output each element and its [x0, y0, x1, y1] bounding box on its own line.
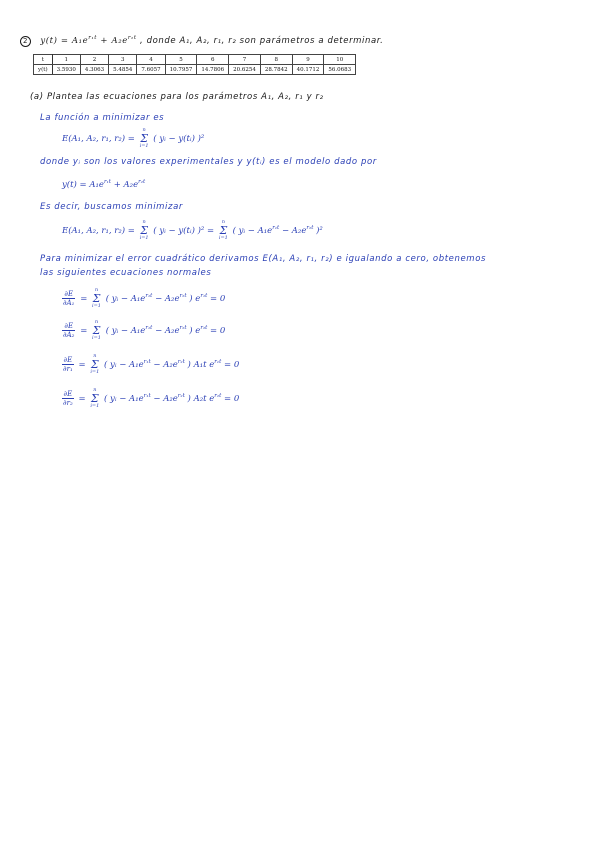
- partial-fraction: [62, 322, 75, 339]
- fraction-denominator: ∂r₂: [63, 399, 73, 407]
- table-cell: 14.7806: [197, 65, 229, 75]
- statement-text: , donde A₁, A₂, r₁, r₂ son parámetros a determinar.: [140, 36, 384, 46]
- fraction-numerator: ∂E: [62, 322, 75, 331]
- table-cell: 8: [260, 55, 292, 65]
- fraction-denominator: ∂r₁: [63, 365, 73, 373]
- problem-number: 2: [20, 36, 31, 47]
- table-cell: 10: [324, 55, 356, 65]
- equation-3: [62, 220, 323, 241]
- fraction-denominator: ∂A₂: [63, 331, 75, 339]
- table-header-t: t: [34, 55, 53, 65]
- fraction-denominator: ∂A₁: [63, 299, 75, 307]
- fraction-numerator: ∂E: [63, 356, 73, 364]
- eq1-lhs: E(A₁, A₂, r₁, r₂) =: [62, 134, 135, 144]
- problem-statement: [20, 35, 383, 47]
- sum-bottom: i=1: [92, 303, 101, 309]
- table-cell: 40.1712: [292, 65, 324, 75]
- partial-fraction: [62, 390, 74, 407]
- line-donde: donde yᵢ son los valores experimentales y y(tᵢ) es el modelo dado por: [40, 157, 377, 167]
- sum-bottom: i=1: [218, 235, 228, 241]
- data-table: [33, 54, 356, 75]
- sum-bottom: i=1: [139, 143, 149, 149]
- normal-equation-3: $\frac{\partial E}{\text{∂r₁}}$ = n Σ i=1 ( yᵢ − $A_1e^{r_1t} - A_2e^{r_2t}$ ) A₁t $e^{r_1t} = 0$: [63, 353, 240, 375]
- equation-1: [62, 128, 204, 149]
- table-cell: 6: [197, 55, 229, 65]
- sum-top: n: [94, 287, 99, 293]
- fraction-numerator: ∂E: [63, 390, 73, 398]
- line-ecuaciones-normales: las siguientes ecuaciones normales: [40, 268, 212, 278]
- table-cell: 28.7842: [260, 65, 292, 75]
- eq3-lhs: E(A₁, A₂, r₁, r₂) =: [62, 226, 135, 236]
- line-para-minimizar: Para minimizar el error cuadrático derivamos E(A₁, A₂, r₁, r₂) e igualando a cero, obtenemos: [40, 254, 487, 264]
- table-cell: 3.5930: [52, 65, 80, 75]
- sum-symbol: n Σ i=1: [90, 353, 100, 375]
- table-cell: 1: [52, 55, 80, 65]
- sum-symbol: n Σ i=1: [92, 287, 101, 309]
- sum-bottom: i=1: [139, 235, 149, 241]
- fraction-numerator: ∂E: [62, 290, 75, 299]
- part-a-heading: (a) Plantea las ecuaciones para los parámetros A₁, A₂, r₁ y r₂: [30, 92, 324, 102]
- eq3-rhs: ( yᵢ − $A_1e^{r_1t} - A_2e^{r_2t}$ )²: [232, 225, 323, 236]
- sum-top: n: [93, 353, 97, 359]
- normal-eq-body: ( yᵢ − $A_1e^{r_1t} - A_2e^{r_2t}$ ) $e^{r_1t} = 0$: [105, 293, 226, 304]
- table-cell: 56.0683: [324, 65, 356, 75]
- table-row-y: [34, 65, 356, 75]
- normal-equation-1: $\frac{\partial E}{\text{∂A₁}}$ = n Σ i=1 ( yᵢ − $A_1e^{r_1t} - A_2e^{r_2t}$ ) $e^{r_1t} = 0$: [63, 287, 226, 309]
- table-header-y: y(t): [34, 65, 53, 75]
- normal-eq-body: ( yᵢ − $A_1e^{r_1t} - A_2e^{r_2t}$ ) A₁t $e^{r_1t} = 0$: [104, 359, 240, 370]
- partial-fraction: [62, 290, 75, 307]
- sum-symbol: n Σ i=1: [218, 219, 228, 241]
- table-cell: 4.3063: [80, 65, 108, 75]
- line-es-decir: Es decir, buscamos minimizar: [40, 202, 183, 212]
- sum-bottom: i=1: [90, 403, 100, 409]
- eq1-rhs: ( yᵢ − y(tᵢ) )²: [153, 134, 205, 144]
- table-cell: 5: [165, 55, 197, 65]
- sum-top: n: [93, 387, 97, 393]
- sum-bottom: i=1: [92, 335, 101, 341]
- partial-fraction: [62, 356, 74, 373]
- eq3-mid: ( yᵢ − y(tᵢ) )² =: [153, 226, 215, 236]
- table-cell: 4: [137, 55, 165, 65]
- table-row-t: [34, 55, 356, 65]
- normal-equation-2: $\frac{\partial E}{\text{∂A₂}}$ = n Σ i=1 ( yᵢ − $A_1e^{r_1t} - A_2e^{r_2t}$ ) $e^{r_2t} = 0$: [63, 319, 226, 341]
- equation-2: $y(t) = A_1e^{r_1t} + A_2e^{r_2t}$: [62, 179, 146, 190]
- normal-eq-body: ( yᵢ − $A_1e^{r_1t} - A_2e^{r_2t}$ ) $e^{r_2t} = 0$: [105, 325, 226, 336]
- table-cell: 7: [229, 55, 261, 65]
- line-funcion: La función a minimizar es: [40, 113, 165, 123]
- sum-symbol: n Σ i=1: [90, 387, 100, 409]
- table-cell: 7.6057: [137, 65, 165, 75]
- table-cell: 9: [292, 55, 324, 65]
- statement-formula: $y(t) = A_1e^{r_1t} + A_2e^{r_2t}$: [40, 35, 137, 46]
- sum-symbol: n Σ i=1: [139, 127, 149, 149]
- sum-symbol: n Σ i=1: [92, 319, 101, 341]
- table-cell: 2: [80, 55, 108, 65]
- table-cell: 3: [109, 55, 137, 65]
- sum-bottom: i=1: [90, 369, 100, 375]
- table-cell: 5.4854: [109, 65, 137, 75]
- table-cell: 10.7957: [165, 65, 197, 75]
- sum-top: n: [94, 319, 99, 325]
- table-cell: 20.6254: [229, 65, 261, 75]
- sum-symbol: n Σ i=1: [139, 219, 149, 241]
- normal-eq-body: ( yᵢ − $A_1e^{r_1t} - A_2e^{r_2t}$ ) A₂t $e^{r_2t} = 0$: [104, 393, 240, 404]
- sum-top: n: [142, 127, 146, 133]
- normal-equation-4: $\frac{\partial E}{\text{∂r₂}}$ = n Σ i=1 ( yᵢ − $A_1e^{r_1t} - A_2e^{r_2t}$ ) A₂t $e^{r_2t} = 0$: [63, 387, 240, 409]
- sum-top: n: [142, 219, 146, 225]
- sum-top: n: [221, 219, 225, 225]
